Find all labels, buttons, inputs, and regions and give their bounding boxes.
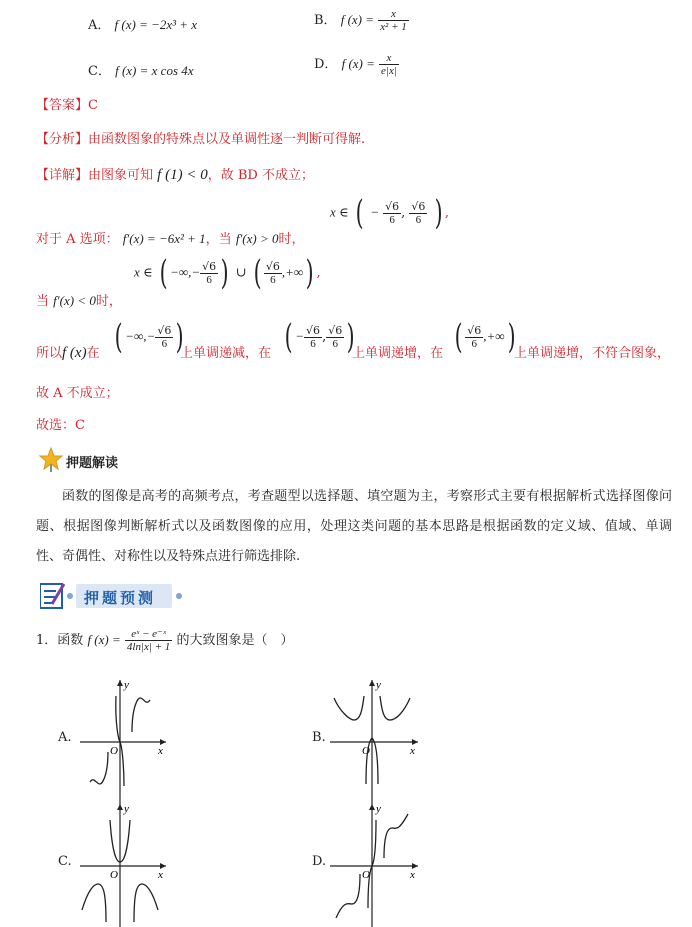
- numerator: x: [379, 52, 399, 65]
- text: 所以: [36, 346, 63, 361]
- denominator: e|x|: [381, 65, 397, 77]
- option-d: [314, 52, 399, 77]
- interval-2: ( − $\frac{√6}{6}$ , $\frac{√6}{6}$ ): [284, 317, 355, 357]
- option-expression: f (x) = −2x³ + x: [114, 17, 198, 32]
- axis-x-label: x: [158, 745, 163, 757]
- text: ，当: [205, 232, 232, 247]
- answer-value: C: [88, 98, 98, 113]
- option-expression: f (x) = x cos 4x: [115, 63, 194, 78]
- analysis-text: 由函数图象的特殊点以及单调性逐一判断可得解.: [88, 132, 366, 147]
- math-condition: f′(x) < 0: [53, 293, 96, 308]
- detail-line-4: [36, 342, 100, 362]
- fraction: $\frac{√6}{6}$: [411, 199, 426, 226]
- option-fraction: [378, 8, 409, 33]
- interpret-paragraph: 函数的图像是高考的高频考点，考查题型以选择题、填空题为主，考察形式主要有根据解析式选择图像问题、根据图像判断解析式以及函数图像的应用，处理这类问题的基本思路是根据函数的定义域、值域、单调性、奇偶性、对称性以及特殊点进行筛选排除.: [36, 489, 672, 564]
- detail-line-2: [36, 228, 305, 247]
- interval-1: ( −∞,− $\frac{√6}{6}$ ): [114, 317, 184, 357]
- text-decreasing: 上单调递减，在: [180, 346, 272, 361]
- svg-text:x: x: [410, 745, 415, 757]
- svg-text:O: O: [362, 745, 370, 757]
- graph-b: [330, 676, 424, 806]
- svg-text:x: x: [158, 869, 163, 881]
- math-expression: f′(x) = −6x² + 1: [122, 231, 206, 246]
- svg-text:O: O: [110, 869, 118, 881]
- interval-increasing: x ∈ ( − $\frac{√6}{6}$ , $\frac{√6}{6}$ ) ,: [330, 193, 449, 233]
- option-b: [314, 8, 409, 33]
- detail-line-1: [36, 164, 314, 184]
- graph-b-label: B.: [312, 730, 326, 745]
- predict-title: 押题预测: [84, 589, 157, 607]
- graph-a: [80, 676, 170, 806]
- svg-text:x: x: [410, 869, 415, 881]
- question-fraction: $\frac{\text{eˣ − e⁻ˣ}}{4\ln|x| + 1}$: [126, 628, 171, 653]
- detail-line-3: [36, 290, 122, 309]
- question-number: 1．: [36, 633, 58, 648]
- option-label: B．: [314, 13, 337, 28]
- right-paren: ): [434, 193, 443, 233]
- text: 对于 A 选项：: [36, 232, 119, 247]
- answer-tag: 【答案】: [36, 98, 89, 113]
- neg-infinity: −∞,: [170, 264, 192, 280]
- numerator: x: [378, 8, 409, 21]
- math-expression: f (1) < 0: [157, 167, 208, 183]
- text: 当: [36, 294, 50, 309]
- left-paren: (: [355, 193, 364, 233]
- interval-3: ( $\frac{√6}{6}$ ,+∞): [454, 317, 516, 357]
- text: 的大致图象是（ ）: [176, 633, 294, 648]
- math-fx: f (x) =: [87, 632, 121, 647]
- detail-line-6: 故选：C: [36, 418, 85, 433]
- detail-tag: 【详解】: [36, 168, 89, 183]
- text: 时，: [278, 232, 305, 247]
- option-c: [88, 60, 194, 79]
- graph-d: [330, 800, 424, 927]
- analysis-line: [36, 128, 365, 147]
- analysis-tag: 【分析】: [36, 132, 89, 147]
- fraction: $\frac{√6}{6}$: [385, 199, 400, 226]
- graph-c: [80, 800, 170, 927]
- text: ，故 BD 不成立；: [207, 168, 314, 183]
- svg-text:O: O: [362, 869, 370, 881]
- option-lhs: f (x) =: [340, 12, 375, 27]
- graph-c-label: C.: [58, 854, 72, 869]
- interpret-title: 押题解读: [66, 456, 119, 471]
- text-increasing: 上单调递增，在: [352, 346, 444, 361]
- text: 时，: [95, 294, 122, 309]
- svg-text:y: y: [376, 803, 381, 815]
- text: 在: [86, 346, 100, 361]
- text-increasing-2: 上单调递增，不符合图象，: [514, 346, 671, 361]
- axis-y-label: y: [124, 679, 129, 691]
- origin-label: O: [110, 745, 118, 757]
- option-a: [88, 14, 197, 33]
- pos-infinity: ,+∞: [281, 264, 304, 280]
- math-fx: f (x): [62, 345, 87, 361]
- graph-d-label: D.: [312, 854, 327, 869]
- option-fraction: [379, 52, 399, 77]
- math-condition: f′(x) > 0: [235, 231, 279, 246]
- predict-badge: [40, 580, 186, 612]
- denominator: x² + 1: [380, 21, 407, 33]
- graph-a-label: A.: [58, 730, 72, 745]
- option-label: C．: [88, 64, 111, 79]
- text: 由图象可知: [88, 168, 154, 183]
- question-line: [36, 628, 293, 653]
- detail-line-5: 故 A 不成立；: [36, 386, 119, 401]
- interval-decreasing: x ∈ ( −∞,− $\frac{√6}{6}$ ) ∪ ( $\frac{√6}{6}$ ,+∞) ,: [134, 253, 321, 293]
- option-label: D．: [314, 57, 338, 72]
- star-icon: [38, 446, 64, 476]
- option-label: A．: [88, 18, 111, 33]
- svg-text:y: y: [124, 803, 129, 815]
- answer-line: [36, 94, 98, 113]
- text: 函数: [57, 633, 84, 648]
- option-lhs: f (x) =: [341, 56, 375, 71]
- svg-text:y: y: [376, 679, 381, 691]
- set-symbol: x ∈: [330, 204, 349, 220]
